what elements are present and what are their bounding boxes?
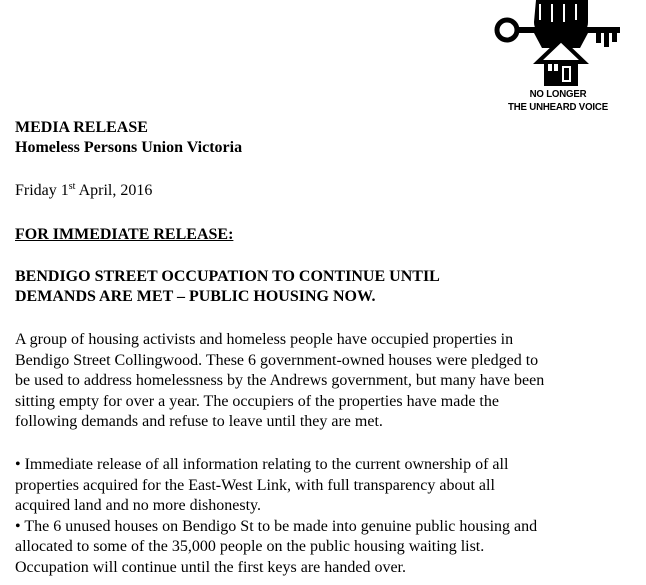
demand-line: properties acquired for the East-West Link, with full transparency about all <box>15 476 495 494</box>
demand-line: Occupation will continue until the first keys are handed over. <box>15 558 406 576</box>
headline-line1: BENDIGO STREET OCCUPATION TO CONTINUE UNTIL <box>15 268 440 285</box>
immediate-release-label: FOR IMMEDIATE RELEASE: <box>15 226 234 243</box>
intro-line: A group of housing activists and homeless people have occupied properties in <box>15 331 514 348</box>
media-release-title: MEDIA RELEASE <box>15 119 148 136</box>
intro-paragraph <box>15 330 635 433</box>
intro-line: following demands and refuse to leave until they are met. <box>15 413 383 430</box>
headline-line2: DEMANDS ARE MET – PUBLIC HOUSING NOW. <box>15 288 376 305</box>
intro-line: sitting empty for over a year. The occupiers of the properties have made the <box>15 392 499 410</box>
intro-line: be used to address homelessness by the Andrews government, but many have been <box>15 372 545 389</box>
demand-line: allocated to some of the 35,000 people on the public housing waiting list. <box>15 538 485 555</box>
organization-name: Homeless Persons Union Victoria <box>15 139 243 156</box>
release-date <box>15 181 152 201</box>
demand-line: • The 6 unused houses on Bendigo St to be made into genuine public housing and <box>15 517 538 535</box>
union-logo <box>488 0 628 118</box>
intro-line: Bendigo Street Collingwood. These 6 government-owned houses were pledged to <box>15 351 539 369</box>
logo-text-line2: THE UNHEARD VOICE <box>508 101 608 113</box>
fist-key-house-icon <box>488 0 628 88</box>
demands-list <box>15 455 635 578</box>
logo-text-line1: NO LONGER <box>529 88 587 100</box>
date-ordinal: st <box>68 181 76 192</box>
demand-line: • Immediate release of all information relating to the current ownership of all <box>15 456 509 473</box>
date-suffix: April, 2016 <box>75 182 153 199</box>
demand-line: acquired land and no more dishonesty. <box>15 497 262 514</box>
date-prefix: Friday 1 <box>15 182 69 199</box>
